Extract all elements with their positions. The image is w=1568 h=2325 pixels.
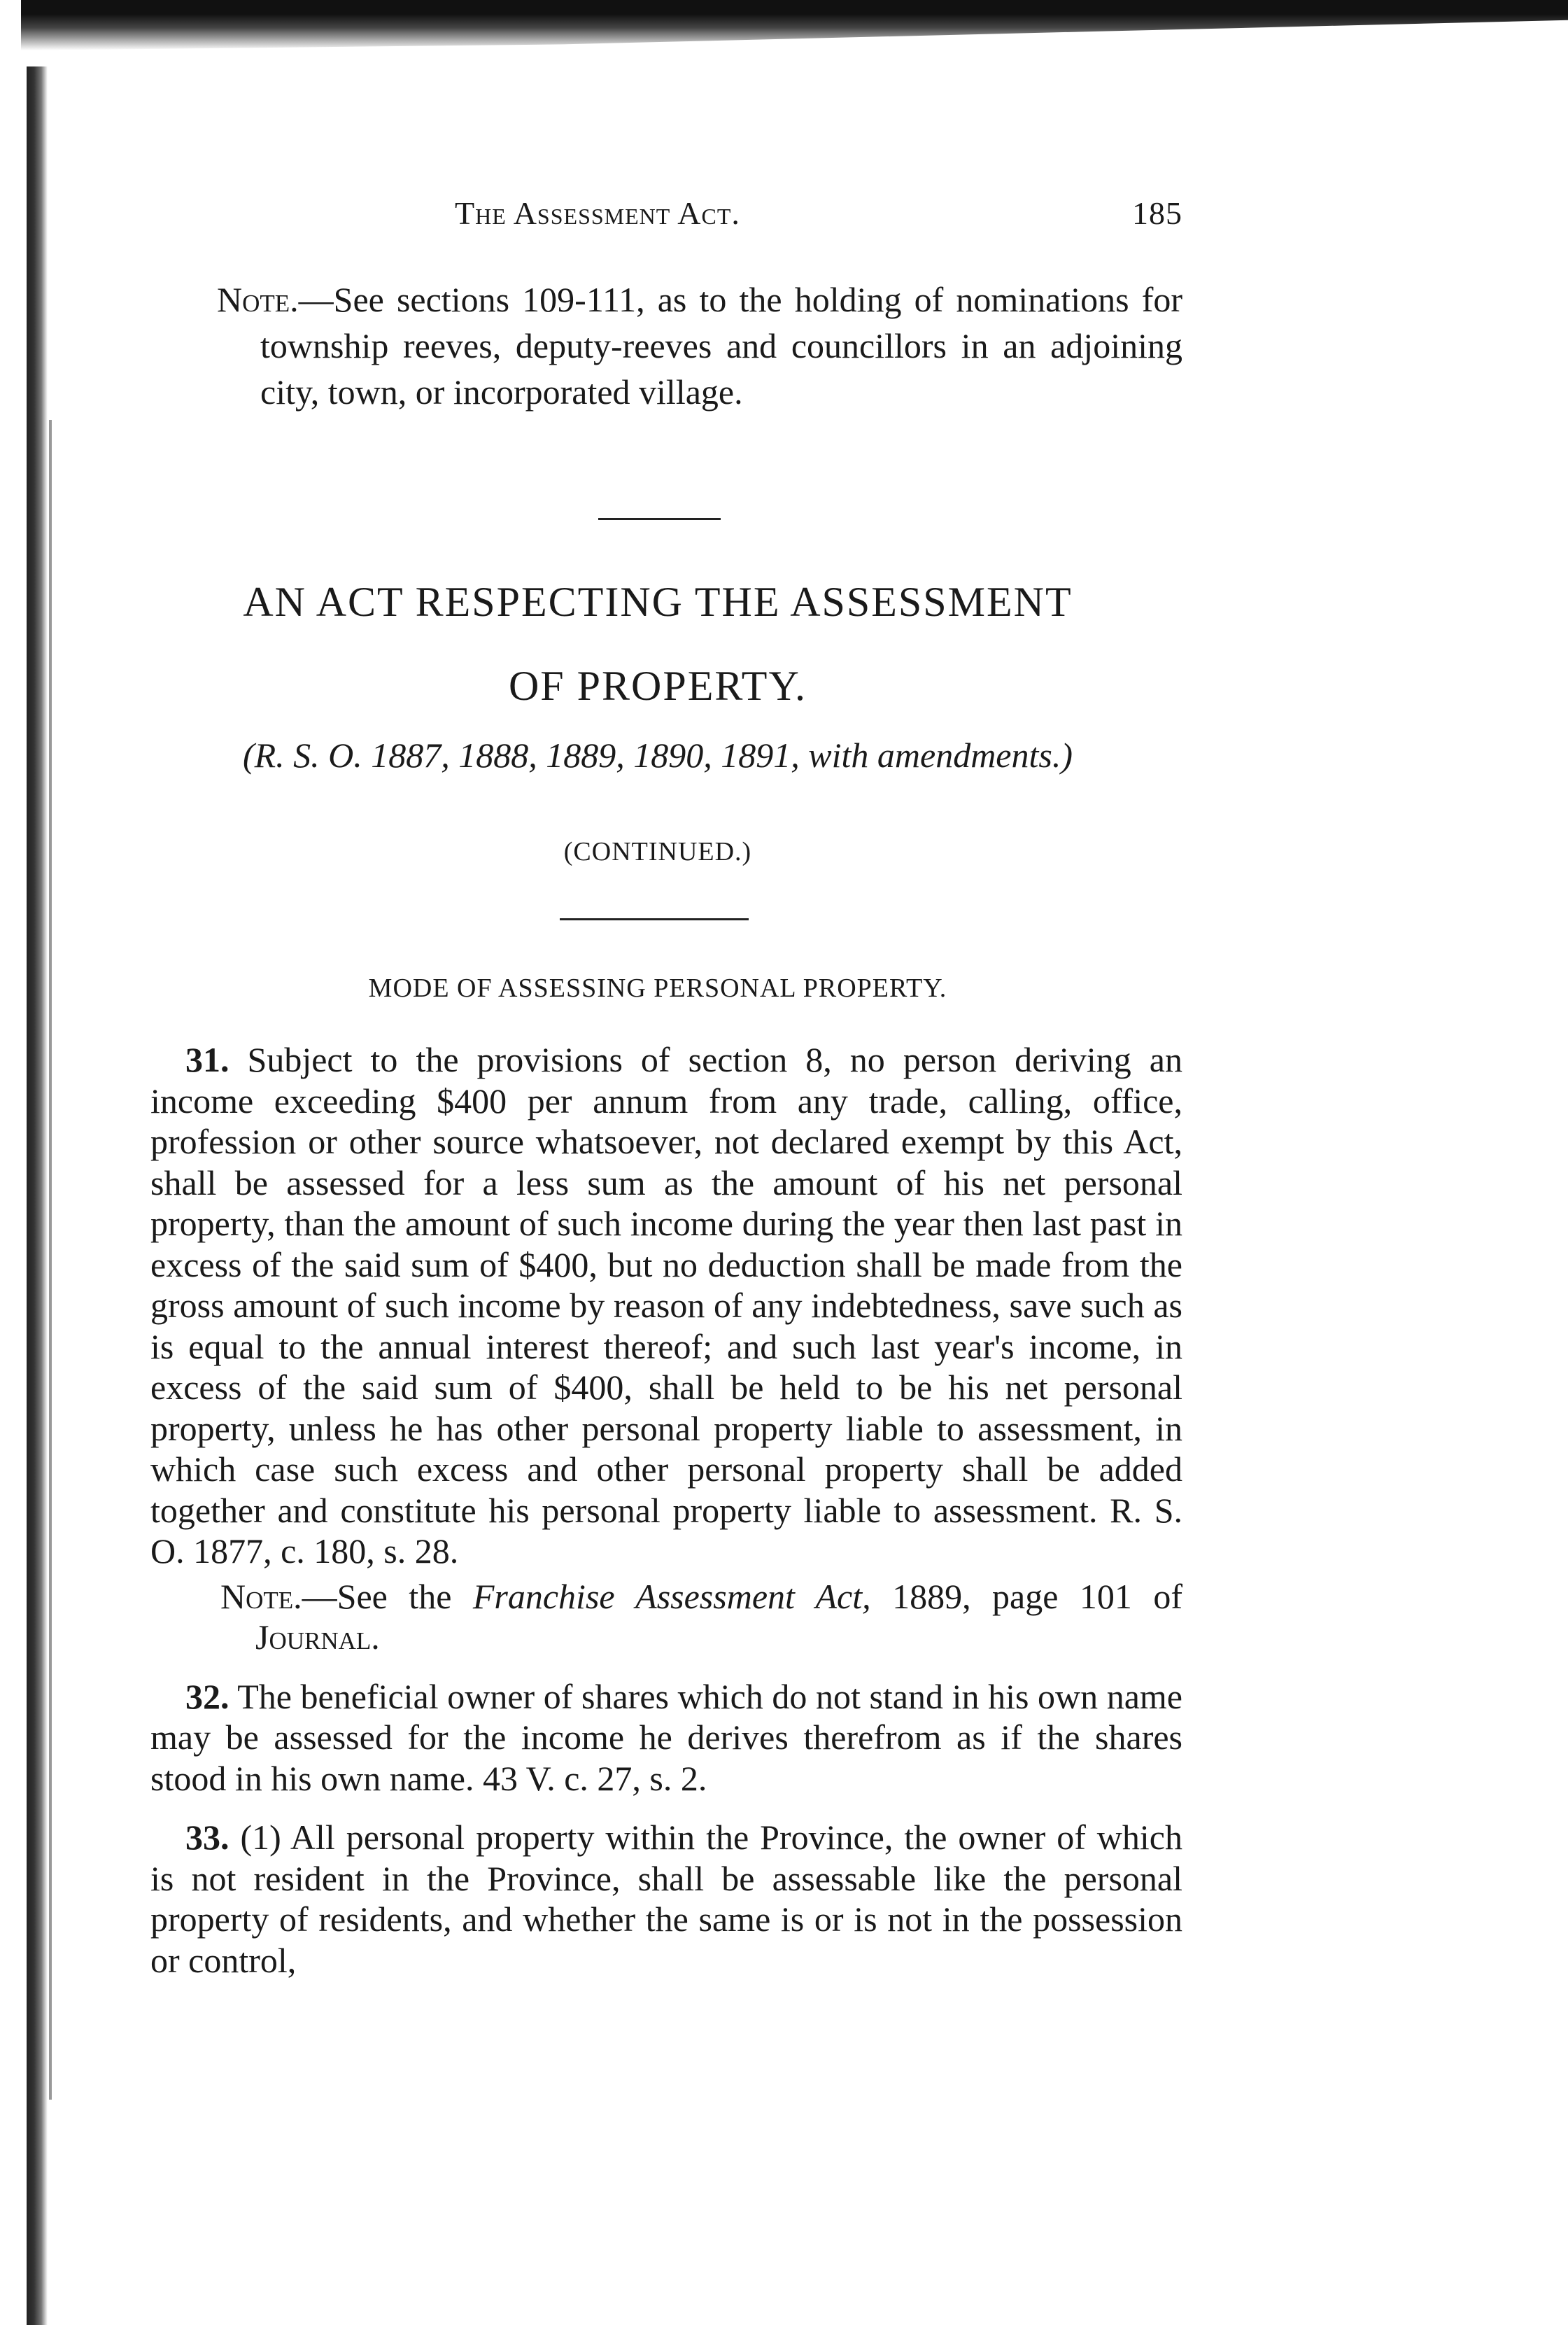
- spacer: [150, 1799, 1182, 1817]
- running-head: [455, 195, 1182, 232]
- note-label: Note.: [220, 1576, 302, 1616]
- note-text-pre: —See the: [302, 1576, 473, 1616]
- note-label: Note.: [217, 280, 299, 319]
- body-text: [150, 1039, 1182, 1981]
- act-title: [133, 560, 1182, 728]
- note-top: [217, 276, 1182, 415]
- continued-label: (CONTINUED.): [563, 837, 752, 866]
- section-31: [150, 1039, 1182, 1572]
- act-title-line-2: OF PROPERTY.: [508, 663, 807, 709]
- act-subtitle: (R. S. O. 1887, 1888, 1889, 1890, 1891, with amendments.): [242, 736, 1073, 775]
- section-text: The beneficial owner of shares which do not stand in his own name may be assessed for the income he derives therefrom as if the shares stood in his own name. 43 V. c. 27, s. 2.: [150, 1676, 1182, 1798]
- act-title-line-1: AN ACT RESPECTING THE ASSESSMENT: [243, 579, 1073, 625]
- page-number: 185: [1132, 195, 1182, 231]
- section-number: 31.: [185, 1040, 229, 1079]
- note-franchise: [185, 1576, 1182, 1658]
- note-text-post: 1889, page 101 of: [870, 1576, 1182, 1616]
- note-journal: Journal.: [255, 1617, 380, 1657]
- running-head-title: The Assessment Act.: [455, 195, 740, 231]
- note-top-paragraph: [217, 276, 1182, 415]
- note-top-text: —See sections 109-111, as to the holding of nominations for township reeves, deputy-reeves and councillors in an adjoining city, town, or incorporated village.: [260, 280, 1182, 412]
- divider-rule-2: [560, 918, 749, 920]
- spacer: [150, 1658, 1182, 1676]
- section-32: [150, 1676, 1182, 1799]
- divider-rule: [598, 518, 721, 520]
- section-text: Subject to the provisions of section 8, no person deriving an income exceeding $400 per annum from any trade, calling, office, profession or other source whatsoever, not declared exempt by this Act, shall be assessed for a less sum as the amount of his net personal property, than the amount of such income during the year then last past in excess of the said sum of $400, but no deduction shall be made from the gross amount of such income by reason of any indebtedness, save such as is equal to the annual interest thereof; and such last year's income, in excess of the said sum of $400, shall be held to be his net personal property, unless he has other personal property liable to assessment, in which case such excess and other personal property shall be added together and constitute his personal property liable to assessment. R. S. O. 1877, c. 180, s. 28.: [150, 1040, 1182, 1571]
- section-heading: MODE OF ASSESSING PERSONAL PROPERTY.: [368, 974, 947, 1003]
- section-number: 32.: [185, 1676, 229, 1716]
- section-33: [150, 1817, 1182, 1981]
- section-text: (1) All personal property within the Province, the owner of which is not resident in the Province, shall be assessable like the personal property of residents, and whether the same is or is not in the possession or control,: [150, 1818, 1182, 1980]
- section-number: 33.: [185, 1818, 229, 1857]
- note-act-name: Franchise Assessment Act,: [472, 1576, 871, 1616]
